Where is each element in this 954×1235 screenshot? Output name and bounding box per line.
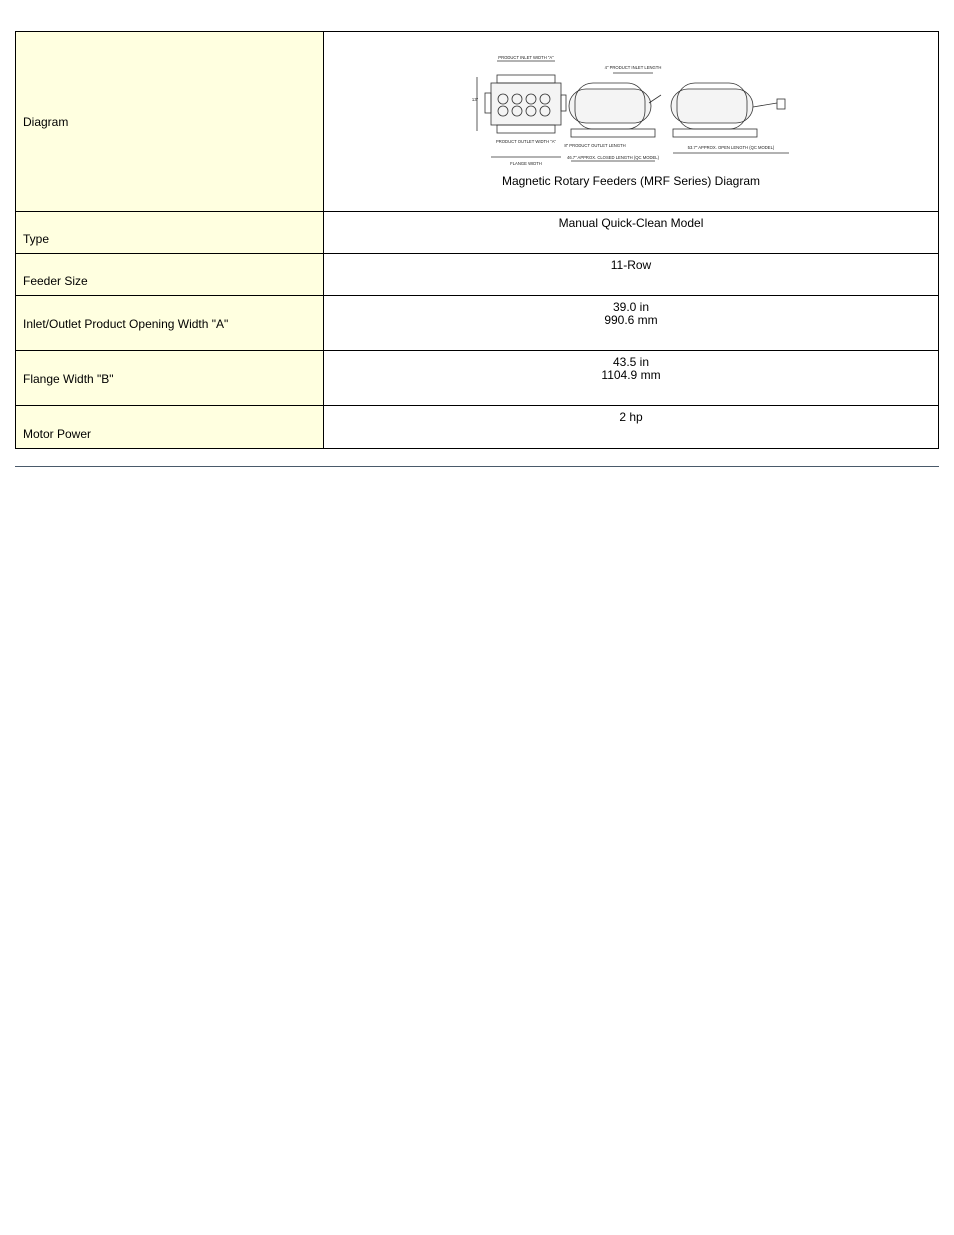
row-diagram <box>16 32 939 212</box>
flange-width-value <box>324 351 939 406</box>
inlet-width-annotation: PRODUCT INLET WIDTH "A" <box>498 55 554 60</box>
row-opening-width <box>16 296 939 351</box>
divider <box>15 466 939 467</box>
height-annotation: 13" <box>471 97 479 102</box>
inlet-length-annotation: 4" PRODUCT INLET LENGTH <box>604 65 662 70</box>
flange-width-annotation: FLANGE WIDTH <box>510 161 542 166</box>
flange-width-label: Flange Width "B" <box>16 351 324 406</box>
spec-table <box>15 31 939 449</box>
closed-length-annotation: 46.7" APPROX. CLOSED LENGTH (QC MODEL) <box>566 155 660 160</box>
row-flange-width <box>16 351 939 406</box>
feeder-diagram-image <box>471 55 791 167</box>
opening-width-in: 39.0 in <box>612 300 650 314</box>
diagram-label: Diagram <box>16 32 324 212</box>
motor-power-value: 2 hp <box>324 406 939 449</box>
outlet-width-annotation: PRODUCT OUTLET WIDTH "A" <box>495 139 557 144</box>
type-value: Manual Quick-Clean Model <box>324 212 939 254</box>
diagram-cell <box>324 32 939 212</box>
motor-power-label: Motor Power <box>16 406 324 449</box>
opening-width-value <box>324 296 939 351</box>
row-motor-power <box>16 406 939 449</box>
diagram-caption: Magnetic Rotary Feeders (MRF Series) Diagram <box>501 174 761 188</box>
feeder-size-label: Feeder Size <box>16 254 324 296</box>
opening-width-label: Inlet/Outlet Product Opening Width "A" <box>16 296 324 351</box>
flange-width-in: 43.5 in <box>612 355 650 369</box>
row-type <box>16 212 939 254</box>
opening-width-mm: 990.6 mm <box>604 313 658 327</box>
open-length-annotation: 53.7" APPROX. OPEN LENGTH (QC MODEL) <box>687 145 775 150</box>
type-label: Type <box>16 212 324 254</box>
outlet-length-annotation: 8" PRODUCT OUTLET LENGTH <box>564 143 626 148</box>
feeder-size-value: 11-Row <box>324 254 939 296</box>
flange-width-mm: 1104.9 mm <box>601 368 661 382</box>
row-feeder-size <box>16 254 939 296</box>
